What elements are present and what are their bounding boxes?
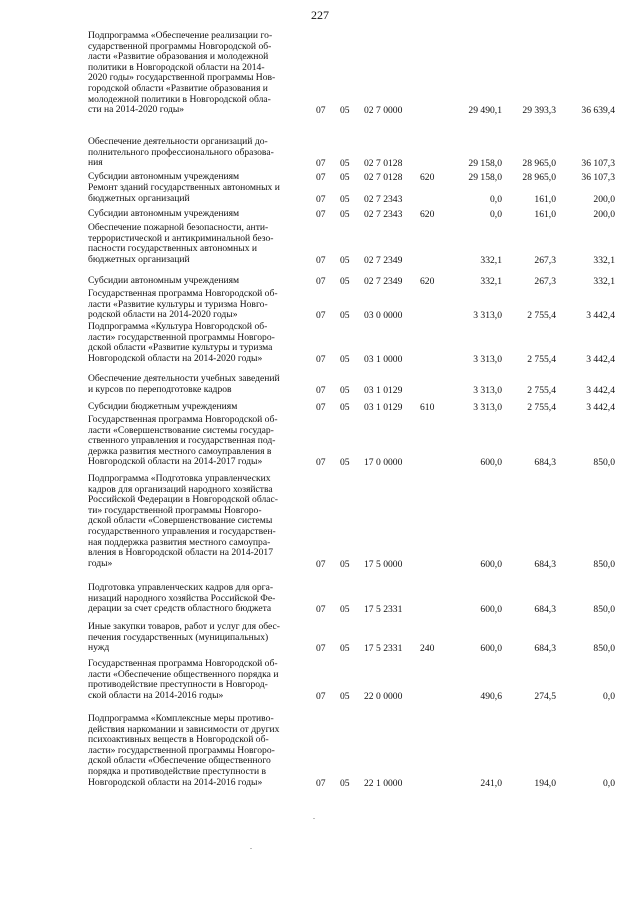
- amount-2014: 332,1: [480, 276, 502, 287]
- subsection-code: 05: [340, 690, 350, 702]
- row-name: Обеспечение деятельности учебных заведений и курсов по переподготовке кадров: [88, 373, 280, 395]
- amount-2015: 267,3: [534, 254, 556, 266]
- amount-2014: 0,0: [490, 209, 502, 220]
- section-code: 07: [316, 353, 326, 365]
- section-code: 07: [316, 690, 326, 702]
- row-name: Субсидии автономным учреждениям: [88, 208, 240, 219]
- subsection-code: 05: [340, 276, 350, 287]
- amount-2014: 3 313,0: [473, 353, 502, 365]
- amount-2016: 36 107,3: [581, 172, 615, 183]
- section-code: 07: [316, 643, 326, 655]
- amount-2015: 267,3: [534, 276, 556, 287]
- subsection-code: 05: [340, 384, 350, 396]
- row-name: Государственная программа Новгородской об- ласти «Развитие культуры и туризма Новго- родской области на 2014-2020 годы»: [88, 288, 278, 321]
- section-code: 07: [316, 402, 326, 413]
- amount-2014: 600,0: [480, 457, 502, 469]
- amount-2016: 3 442,4: [586, 402, 615, 413]
- amount-2014: 490,6: [480, 690, 502, 702]
- target-code: 17 5 2331: [364, 643, 403, 655]
- section-code: 07: [316, 558, 326, 570]
- amount-2015: 684,3: [534, 643, 556, 655]
- amount-2015: 684,3: [534, 604, 556, 616]
- target-code: 22 1 0000: [364, 777, 403, 789]
- amount-2016: 3 442,4: [586, 384, 615, 396]
- amount-2016: 332,1: [593, 254, 615, 266]
- subsection-code: 05: [340, 105, 350, 117]
- section-code: 07: [316, 457, 326, 469]
- section-code: 07: [316, 172, 326, 183]
- row-name: Государственная программа Новгородской об- ласти «Обеспечение общественного порядка и противодействие преступности в Новгород- ской области на 2014-2016 годы»: [88, 658, 279, 701]
- amount-2015: 2 755,4: [527, 310, 556, 322]
- section-code: 07: [316, 310, 326, 322]
- target-code: 02 7 2343: [364, 193, 403, 205]
- target-code: 22 0 0000: [364, 690, 403, 702]
- row-name: Субсидии бюджетным учреждениям: [88, 401, 238, 412]
- target-code: 17 0 0000: [364, 457, 403, 469]
- amount-2014: 0,0: [490, 193, 502, 205]
- expense-type-code: 620: [420, 172, 435, 183]
- section-code: 07: [316, 777, 326, 789]
- expense-type-code: 620: [420, 209, 435, 220]
- amount-2014: 600,0: [480, 643, 502, 655]
- section-code: 07: [316, 105, 326, 117]
- amount-2014: 3 313,0: [473, 402, 502, 413]
- subsection-code: 05: [340, 643, 350, 655]
- amount-2015: 194,0: [534, 777, 556, 789]
- target-code: 03 1 0129: [364, 402, 403, 413]
- section-code: 07: [316, 276, 326, 287]
- section-code: 07: [316, 254, 326, 266]
- subsection-code: 05: [340, 172, 350, 183]
- target-code: 17 5 0000: [364, 558, 403, 570]
- subsection-code: 05: [340, 558, 350, 570]
- amount-2015: 28 965,0: [522, 172, 556, 183]
- target-code: 02 7 2349: [364, 276, 403, 287]
- subsection-code: 05: [340, 158, 350, 170]
- amount-2016: 850,0: [593, 604, 615, 616]
- section-code: 07: [316, 604, 326, 616]
- row-name: Субсидии автономным учреждениям: [88, 275, 240, 286]
- subsection-code: 05: [340, 254, 350, 266]
- expense-type-code: 620: [420, 276, 435, 287]
- amount-2014: 332,1: [480, 254, 502, 266]
- amount-2014: 241,0: [480, 777, 502, 789]
- target-code: 02 7 0128: [364, 172, 403, 183]
- expense-type-code: 240: [420, 643, 435, 655]
- row-name: Подготовка управленческих кадров для орга- низаций народного хозяйства Российской Фе- дерации за счет средств областного бюджета: [88, 582, 276, 615]
- subsection-code: 05: [340, 604, 350, 616]
- target-code: 02 7 2343: [364, 209, 403, 220]
- row-name: Ремонт зданий государственных автономных и бюджетных организаций: [88, 182, 280, 204]
- subsection-code: 05: [340, 402, 350, 413]
- amount-2016: 200,0: [593, 193, 615, 205]
- amount-2015: 684,3: [534, 457, 556, 469]
- section-code: 07: [316, 193, 326, 205]
- row-name: Государственная программа Новгородской об- ласти «Совершенствование системы государ- ственного управления и государственная под- держка развития местного самоуправления в Новгородской области на 2014-2017 годы»: [88, 414, 278, 468]
- amount-2015: 161,0: [534, 209, 556, 220]
- row-name: Подпрограмма «Комплексные меры противо- действия наркомании и зависимости от других психоактивных веществ в Новгородской об- ласти» государственной программы Новгоро- дской области «Обеспечение общественного порядка и противодействие преступности в Новгородской области на 2014-2016 годы»: [88, 713, 280, 788]
- amount-2016: 332,1: [593, 276, 615, 287]
- amount-2015: 2 755,4: [527, 402, 556, 413]
- section-code: 07: [316, 209, 326, 220]
- amount-2016: 3 442,4: [586, 353, 615, 365]
- target-code: 02 7 0000: [364, 105, 403, 117]
- row-name: Обеспечение деятельности организаций до- полнительного профессионального образова- ния: [88, 136, 274, 169]
- amount-2016: 850,0: [593, 643, 615, 655]
- amount-2016: 200,0: [593, 209, 615, 220]
- amount-2014: 3 313,0: [473, 310, 502, 322]
- scan-speck: [250, 848, 252, 849]
- amount-2016: 36 107,3: [581, 158, 615, 170]
- target-code: 17 5 2331: [364, 604, 403, 616]
- subsection-code: 05: [340, 209, 350, 220]
- amount-2015: 2 755,4: [527, 353, 556, 365]
- row-name: Иные закупки товаров, работ и услуг для обес- печения государственных (муниципальных) нужд: [88, 621, 280, 654]
- amount-2015: 161,0: [534, 193, 556, 205]
- page-number: 227: [311, 8, 329, 22]
- target-code: 02 7 0128: [364, 158, 403, 170]
- row-name: Подпрограмма «Подготовка управленческих кадров для организаций народного хозяйства Российской Федерации в Новгородской облас- ти» государственной программы Новгоро- дской области «Совершенствование системы государственного управления и государствен- ная поддержка развития местного самоупра- вления в Новгородской области на 2014-2017 годы»: [88, 473, 278, 569]
- amount-2014: 29 158,0: [468, 158, 502, 170]
- expense-type-code: 610: [420, 402, 435, 413]
- target-code: 03 0 0000: [364, 310, 403, 322]
- subsection-code: 05: [340, 193, 350, 205]
- amount-2014: 600,0: [480, 558, 502, 570]
- amount-2014: 29 158,0: [468, 172, 502, 183]
- amount-2016: 36 639,4: [581, 105, 615, 117]
- row-name: Подпрограмма «Культура Новгородской об- ласти» государственной программы Новгоро- дской области «Развитие культуры и туризма Новгородской области на 2014-2020 годы»: [88, 321, 275, 364]
- amount-2014: 29 490,1: [468, 105, 502, 117]
- amount-2016: 850,0: [593, 457, 615, 469]
- section-code: 07: [316, 384, 326, 396]
- row-name: Обеспечение пожарной безопасности, анти- террористической и антикриминальной безо- пасности государственных автономных и бюджетных организаций: [88, 222, 274, 265]
- row-name: Подпрограмма «Обеспечение реализации го- сударственной программы Новгородской об- ласти «Развитие образования и молодежной политики в Новгородской области на 2014- 2020 годы» государственной программы Нов- городской области «Развитие образования и молодежной политики в Новгородской обла- сти на 2014-2020 годы»: [88, 30, 276, 116]
- amount-2015: 2 755,4: [527, 384, 556, 396]
- row-name: Субсидии автономным учреждениям: [88, 171, 240, 182]
- subsection-code: 05: [340, 457, 350, 469]
- subsection-code: 05: [340, 353, 350, 365]
- amount-2016: 0,0: [603, 777, 615, 789]
- amount-2015: 274,5: [534, 690, 556, 702]
- section-code: 07: [316, 158, 326, 170]
- target-code: 02 7 2349: [364, 254, 403, 266]
- amount-2014: 600,0: [480, 604, 502, 616]
- amount-2015: 28 965,0: [522, 158, 556, 170]
- subsection-code: 05: [340, 777, 350, 789]
- amount-2016: 850,0: [593, 558, 615, 570]
- subsection-code: 05: [340, 310, 350, 322]
- target-code: 03 1 0000: [364, 353, 403, 365]
- amount-2016: 0,0: [603, 690, 615, 702]
- amount-2015: 29 393,3: [522, 105, 556, 117]
- amount-2016: 3 442,4: [586, 310, 615, 322]
- amount-2014: 3 313,0: [473, 384, 502, 396]
- target-code: 03 1 0129: [364, 384, 403, 396]
- scan-speck: [313, 818, 315, 819]
- amount-2015: 684,3: [534, 558, 556, 570]
